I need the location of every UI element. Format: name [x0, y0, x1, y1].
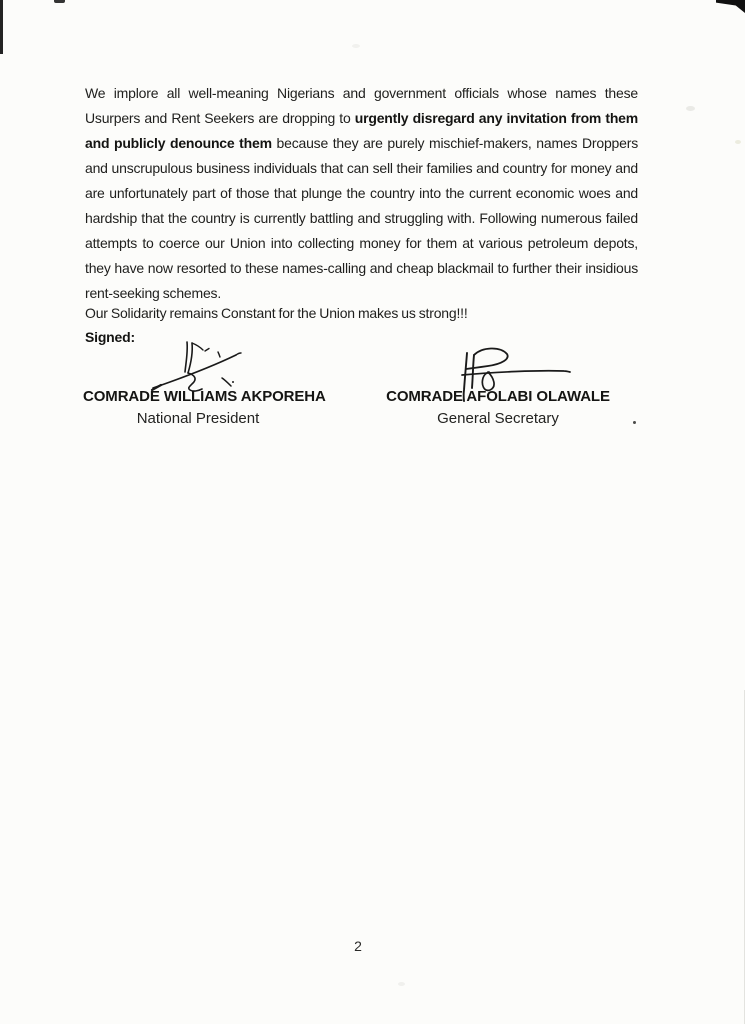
scan-artifact-right-edge: [744, 690, 745, 1024]
paragraph-rest-text: because they are purely mischief-makers, names Droppers and unscrupulous business individuals that can sell their families and country for money and are unfortunately part of those that plunge the country into the current economic woes and hardship that the country is currently battling and struggling with. Following numerous failed attempts to coerce our Union into collecting money for them at various petroleum depots, they have now resorted to these names-calling and cheap blackmail to further their insidious rent-seeking schemes.: [85, 135, 638, 301]
signatory-block-national-president: [83, 386, 326, 430]
paragraph-lead-text: We implore all well-meaning Nigerians and government officials whose names these Usurpers and Rent Seekers are dropping to: [85, 85, 638, 126]
scan-smudge: [735, 140, 741, 144]
scan-smudge: [398, 982, 405, 986]
scan-smudge: [352, 44, 360, 48]
signatory-title: General Secretary: [437, 410, 559, 427]
body-paragraph: [85, 81, 638, 306]
scan-artifact-corner-top-right: [716, 0, 745, 13]
scan-smudge: [686, 106, 695, 111]
solidarity-line: Our Solidarity remains Constant for the Union makes us strong!!!: [85, 305, 468, 321]
paragraph-emphasis-text: urgently disregard any invitation from them and publicly denounce them: [85, 110, 639, 151]
page-number: 2: [354, 938, 362, 954]
signatory-name: COMRADE WILLIAMS AKPOREHA: [83, 388, 326, 405]
stray-ink-dot: [633, 421, 636, 424]
signatory-title: National President: [136, 410, 260, 427]
signed-label: Signed:: [85, 329, 135, 345]
scan-artifact-top-smudge: [54, 0, 65, 3]
signatory-block-general-secretary: [383, 386, 613, 430]
signatory-name: COMRADE AFOLABI OLAWALE: [386, 388, 610, 405]
scan-artifact-left-edge: [0, 0, 3, 54]
